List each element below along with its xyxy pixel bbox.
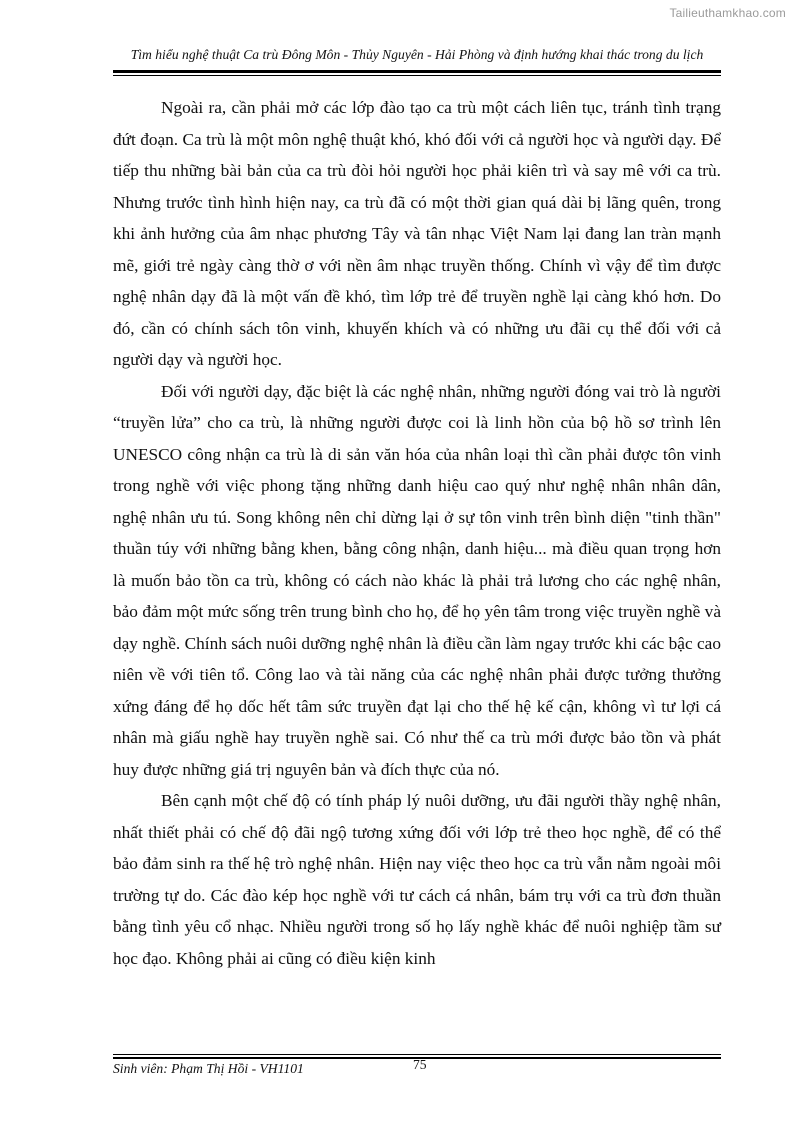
page-body <box>113 92 721 974</box>
header-rule-thin <box>113 75 721 76</box>
footer-rule-thin <box>113 1054 721 1055</box>
body-paragraph-3: Bên cạnh một chế độ có tính pháp lý nuôi dưỡng, ưu đãi người thầy nghệ nhân, nhất thiết phải có chế độ đãi ngộ tương xứng đối với lớp trẻ theo học nghề, để có thể bảo đảm sinh ra thế hệ trò nghệ nhân. Hiện nay việc theo học ca trù vẫn nằm ngoài môi trường tự do. Các đào kép học nghề với tư cách cá nhân, bám trụ với ca trù đơn thuần bằng tình yêu cổ nhạc. Nhiều người trong số họ lấy nghề khác để nuôi nghiệp tầm sư học đạo. Không phải ai cũng có điều kiện kinh <box>113 791 721 968</box>
footer-student-name: Sinh viên: Phạm Thị Hồi - VH1101 <box>113 1061 304 1076</box>
watermark-text: Tailieuthamkhao.com <box>669 6 786 20</box>
body-paragraph-1: Ngoài ra, cần phải mở các lớp đào tạo ca trù một cách liên tục, tránh tình trạng đứt đoạn. Ca trù là một môn nghệ thuật khó, khó đối với cả người học và người dạy. Để tiếp thu những bài bản của ca trù đòi hỏi người học phải kiên trì và say mê với ca trù. Nhưng trước tình hình hiện nay, ca trù đã có một thời gian quá dài bị lãng quên, trong khi ảnh hưởng của âm nhạc phương Tây và tân nhạc Việt Nam lại đang lan tràn mạnh mẽ, giới trẻ ngày càng thờ ơ với nền âm nhạc truyền thống. Chính vì vậy để tìm được nghệ nhân dạy đã là một vấn đề khó, tìm lớp trẻ để truyền nghề lại càng khó hơn. Do đó, cần có chính sách tôn vinh, khuyến khích và có những ưu đãi cụ thể đối với cả người dạy và người học. <box>113 98 721 369</box>
header-rule-thick <box>113 70 721 73</box>
page-number: 75 <box>413 1057 427 1072</box>
running-header: Tìm hiểu nghệ thuật Ca trù Đông Môn - Thủy Nguyên - Hải Phòng và định hướng khai thác trong du lịch <box>130 47 704 62</box>
body-paragraph-2: Đối với người dạy, đặc biệt là các nghệ nhân, những người đóng vai trò là người “truyền lửa” cho ca trù, là những người được coi là linh hồn của bộ hồ sơ trình lên UNESCO công nhận ca trù là di sản văn hóa của nhân loại thì cần phải được tôn vinh trong nghề với việc phong tặng những danh hiệu cao quý như nghệ nhân nhân dân, nghệ nhân ưu tú. Song không nên chỉ dừng lại ở sự tôn vinh trên bình diện "tinh thần" thuần túy với những bằng khen, bằng công nhận, danh hiệu... mà điều quan trọng hơn là muốn bảo tồn ca trù, không có cách nào khác là phải trả lương cho các nghệ nhân, bảo đảm một mức sống trên trung bình cho họ, để họ yên tâm trong việc truyền nghề và dạy nghề. Chính sách nuôi dưỡng nghệ nhân là điều cần làm ngay trước khi các bậc cao niên về với tiên tổ. Công lao và tài năng của các nghệ nhân phải được tưởng thưởng xứng đáng để họ dốc hết tâm sức truyền đạt lại cho thế hệ kế cận, không vì tư lợi cá nhân mà giấu nghề hay truyền nghề sai. Có như thế ca trù mới được bảo tồn và phát huy được những giá trị nguyên bản và đích thực của nó. <box>113 381 721 779</box>
